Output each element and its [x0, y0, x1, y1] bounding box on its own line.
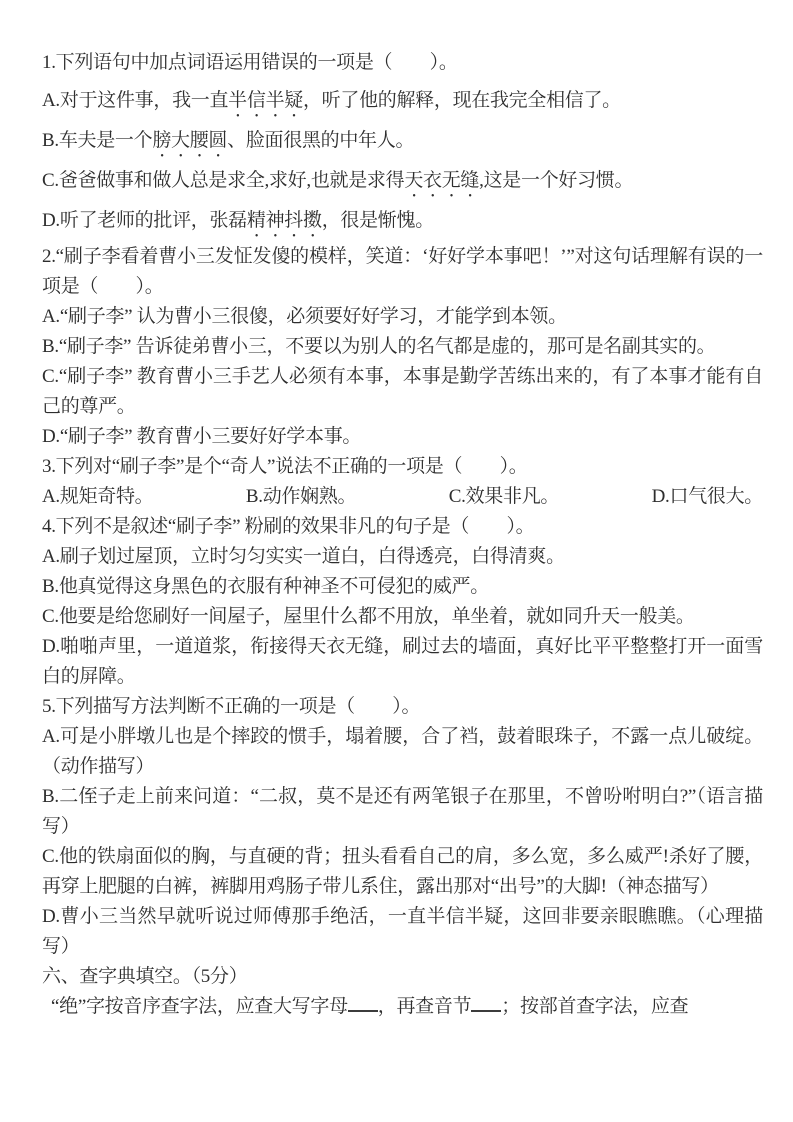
text-segment: “绝”字按音序查字法，应查大写字母 — [51, 996, 348, 1017]
section-six-heading: 六、查字典填空。（5分） — [42, 966, 248, 987]
text-segment: A.刷子划过屋顶，立时匀匀实实一道白，白得透亮，白得清爽。 — [42, 546, 565, 567]
text-segment: 3.下列对“刷子李”是个“奇人”说法不正确的一项是（ ）。 — [42, 456, 528, 477]
question-1-option-c — [42, 162, 763, 202]
text-segment: C.“刷子李” 教育曹小三手艺人必须有本事，本事是勤学苦练出来的，有了本事才能有自己的尊严。 — [42, 366, 763, 417]
question-2-option-c — [42, 362, 763, 422]
section-six — [42, 962, 763, 1022]
text-segment: 2.“刷子李看着曹小三发怔发傻的模样，笑道：‘好好学本事吧！’”对这句话理解有误的一项是（ ）。 — [42, 246, 763, 297]
question-3-options-row — [42, 482, 763, 512]
emphasized-word: 精神抖擞 — [246, 210, 322, 231]
question-2-stem — [42, 242, 763, 302]
question-1-option-b — [42, 122, 763, 162]
emphasized-word: 天衣无缝 — [404, 170, 480, 191]
question-3-option-a: A.规矩奇特。 — [42, 486, 154, 507]
text-segment: 5.下列描写方法判断不正确的一项是（ ）。 — [42, 696, 421, 717]
question-4-stem — [42, 512, 763, 542]
text-segment: ；按部首查字法，应查 — [501, 996, 689, 1017]
text-segment: ,这是一个好习惯。 — [479, 170, 634, 191]
question-2-option-a — [42, 302, 763, 332]
text-segment: 1.下列语句中加点词语运用错误的一项是（ ）。 — [42, 52, 458, 73]
question-3-option-b: B.动作娴熟。 — [245, 486, 357, 507]
question-5-option-a — [42, 722, 763, 782]
answer-blank — [471, 1007, 501, 1012]
text-segment: C.他要是给您刷好一间屋子，屋里什么都不用放，单坐着，就如同升天一般美。 — [42, 606, 695, 627]
text-segment: ，再查音节 — [377, 996, 472, 1017]
text-segment: D.“刷子李” 教育曹小三要好好学本事。 — [42, 426, 362, 447]
question-1 — [42, 44, 763, 242]
question-5-option-b — [42, 782, 763, 842]
question-3 — [42, 452, 763, 512]
text-segment: 4.下列不是叙述“刷子李” 粉刷的效果非凡的句子是（ ）。 — [42, 516, 535, 537]
text-segment: D.啪啪声里，一道道浆，衔接得天衣无缝，刷过去的墙面，真好比平平整整打开一面雪白的屏障。 — [42, 636, 763, 687]
question-2 — [42, 242, 763, 452]
text-segment: C.他的铁扇面似的胸，与直硬的背；扭头看看自己的肩，多么宽，多么威严!杀好了腰，再穿上肥腿的白裤，裤脚用鸡肠子带儿系住，露出那对“出号”的大脚!（神态描写） — [42, 846, 763, 897]
question-4-option-a — [42, 542, 763, 572]
text-segment: 、脸面很黑的中年人。 — [227, 130, 415, 151]
question-5-option-c — [42, 842, 763, 902]
question-3-stem — [42, 452, 763, 482]
question-5-option-d — [42, 902, 763, 962]
questions-container — [42, 44, 763, 962]
question-4-option-d — [42, 632, 763, 692]
question-2-option-d — [42, 422, 763, 452]
text-segment: B.“刷子李” 告诉徒弟曹小三，不要以为别人的名气都是虚的，那可是名副其实的。 — [42, 336, 716, 357]
text-segment: B.二侄子走上前来问道：“二叔，莫不是还有两笔银子在那里，不曾吩咐明白?”（语言描写） — [42, 786, 763, 837]
question-4-option-b — [42, 572, 763, 602]
text-segment: B.他真觉得这身黑色的衣服有种神圣不可侵犯的威严。 — [42, 576, 489, 597]
text-segment: A.“刷子李” 认为曹小三很傻，必须要好好学习，才能学到本领。 — [42, 306, 567, 327]
question-1-stem — [42, 44, 763, 82]
question-3-option-d: D.口气很大。 — [651, 486, 763, 507]
text-segment: ，听了他的解释，现在我完全相信了。 — [302, 90, 621, 111]
question-1-option-d — [42, 202, 763, 242]
text-segment: ，很是惭愧。 — [321, 210, 434, 231]
text-segment: C.爸爸做事和做人总是求全,求好,也就是求得 — [42, 170, 405, 191]
question-3-option-c: C.效果非凡。 — [448, 486, 560, 507]
question-5-stem — [42, 692, 763, 722]
text-segment: D.曹小三当然早就听说过师傅那手绝活，一直半信半疑，这回非要亲眼瞧瞧。（心理描写） — [42, 906, 763, 957]
question-4 — [42, 512, 763, 692]
text-segment: D.听了老师的批评，张磊 — [42, 210, 247, 231]
section-six-body — [42, 992, 763, 1022]
emphasized-word: 膀大腰圆 — [152, 130, 228, 151]
text-segment: A.对于这件事，我一直 — [42, 90, 229, 111]
question-5 — [42, 692, 763, 962]
answer-blank — [348, 1007, 378, 1012]
question-2-option-b — [42, 332, 763, 362]
question-1-option-a — [42, 82, 763, 122]
question-4-option-c — [42, 602, 763, 632]
text-segment: B.车夫是一个 — [42, 130, 153, 151]
emphasized-word: 半信半疑 — [228, 90, 303, 111]
text-segment: A.可是小胖墩儿也是个摔跤的惯手，塌着腰，合了裆，鼓着眼珠子，不露一点儿破绽。（动作描写） — [42, 726, 763, 777]
